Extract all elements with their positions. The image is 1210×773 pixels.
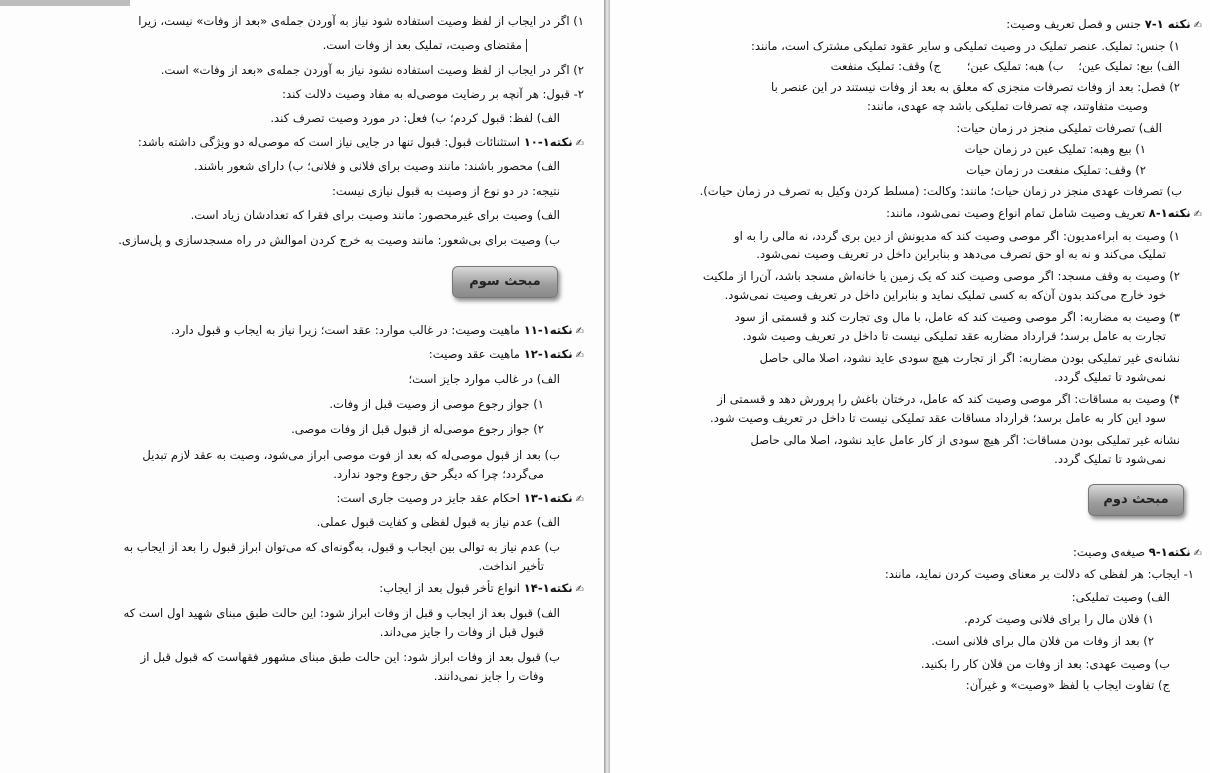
pen-icon: ✍ — [575, 326, 584, 337]
text-line: ۱) بیع وهبه: تملیک عین در زمان حیات — [964, 142, 1146, 156]
text-span: جنس و فصل تعریف وصیت: — [1006, 17, 1142, 31]
text-span: ماهیت عقد وصیت: — [428, 347, 521, 361]
text-line: ۱- ایجاب: هر لفظی که دلالت بر معنای وصیت کردن نماید، مانند: — [884, 567, 1194, 581]
text-line: قبول قبل از وفات را جایز می‌داند. — [379, 625, 544, 639]
section-banner: مبحث سوم — [452, 266, 558, 298]
text-line: ب) عدم نیاز به توالی بین ایجاب و قبول، به‌گونه‌ای که می‌توان ابراز قبول را بعد از ایجاب به — [123, 540, 560, 554]
text-line: ۲) بعد از وفات من فلان مال برای فلانی است. — [931, 634, 1154, 648]
text-line: ۱) جواز رجوع موصی از وصیت قبل از وفات. — [329, 397, 544, 411]
text-line: ب) قبول بعد از وفات ابراز شود: این حالت طبق مبنای مشهور فقهاست که قبول قبل از — [140, 650, 560, 664]
text-line: ب) بعد از قبول موصی‌له که بعد از فوت موصی ابراز می‌شود، وصیت به عقد لازم تبدیل — [142, 448, 560, 462]
text-line: ۱) جنس: تملیک. عنصر تملیک در وصیت تملیکی و سایر عقود تملیکی مشترک است، مانند: — [750, 39, 1180, 53]
text-line — [831, 58, 1180, 75]
note-label: نکته۱-۹ — [1148, 545, 1191, 559]
text-line: الف) محصور باشند: مانند وصیت برای فلانی و فلانی؛ ب) دارای شعور باشند. — [194, 159, 560, 173]
text-span: تعریف وصیت شامل تمام انواع وصیت نمی‌شود، مانند: — [886, 206, 1146, 220]
text-line: الف) وصیت تملیکی: — [1071, 590, 1170, 604]
text-line: الف) تصرفات تملیکی منجز در زمان حیات: — [956, 121, 1162, 135]
text-line: ب) وصیت برای بی‌شعور: مانند وصیت به خرج کردن اموالش در راه مسجدسازی و پل‌سازی. — [118, 233, 560, 247]
text-line: تأخیر انداخت. — [478, 559, 544, 573]
note-label: نکته۱-۱۲ — [523, 347, 573, 361]
pen-icon: ✍ — [1193, 20, 1202, 31]
text-line: تجارت به عامل برسد؛ قرارداد مضاربه عقد تملیکی نیست تا داخل در تعریف وصیت شود. — [742, 329, 1166, 343]
text-line: الف) وصیت برای غیرمحصور: مانند وصیت برای فقرا که تعدادشان زیاد است. — [190, 208, 560, 222]
text-span: انواع تأخر قبول بعد از ایجاب: — [379, 581, 521, 595]
pen-icon: ✍ — [575, 584, 584, 595]
note-label: نکته ۱-۷ — [1144, 17, 1191, 31]
text-line: ۲) وصیت به وقف مسجد: اگر موصی وصیت کند که یک زمین یا خانه‌اش مسجد باشد، آن‌را از ملکیت — [702, 269, 1180, 283]
text-line: ب) وصیت عهدی: بعد از وفات من فلان کار را بکنید. — [920, 657, 1170, 671]
section-banner: مبحث دوم — [1088, 484, 1184, 516]
page-edge-shadow — [0, 0, 130, 6]
text-line: الف) لفظ: قبول کردم؛ ب) فعل: در مورد وصیت تصرف کند. — [270, 111, 560, 125]
pen-icon: ✍ — [575, 350, 584, 361]
text-span: احکام عقد جایز در وصیت جاری است: — [336, 491, 521, 505]
text-line: ج) تفاوت ایجاب با لفظ «وصیت» و غیرآن: — [965, 678, 1170, 692]
text-line: الف) قبول بعد از ایجاب و قبل از وفات ابراز شود: این حالت طبق مبنای شهید اول است که — [123, 606, 560, 620]
text-span: ج) وقف: تملیک منفعت — [830, 59, 941, 73]
text-line: تملیک می‌کند و نه به او حق تصرف می‌دهد و بنابراین داخل در تعریف وصیت نمی‌شود. — [756, 247, 1166, 261]
note-line — [1006, 16, 1202, 34]
pen-icon: ✍ — [575, 138, 584, 149]
text-line: نتیجه: در دو نوع از وصیت به قبول نیازی نیست: — [332, 184, 560, 198]
text-line: ۱) اگر در ایجاب از لفظ وصیت استفاده شود نیاز به آوردن جمله‌ی «بعد از وفات» نیست، زیرا — [138, 14, 584, 28]
note-line — [171, 322, 584, 340]
pen-icon: ✍ — [575, 494, 584, 505]
margin-mark — [526, 39, 528, 52]
note-label: نکته۱-۱۳ — [523, 491, 573, 505]
text-line: می‌گردد؛ چرا که دیگر حق رجوع وجود ندارد. — [333, 467, 544, 481]
text-line: ۲) اگر در ایجاب از لفظ وصیت استفاده نشود نیاز به آوردن جمله‌ی «بعد از وفات» است. — [160, 63, 584, 77]
text-line: الف) عدم نیاز به قبول لفظی و کفایت قبول عملی. — [316, 515, 560, 529]
text-line: وصیت متفاوتند، چه تصرفات تملیکی باشد چه عهدی، مانند: — [866, 99, 1148, 113]
text-line: ۱) فلان مال را برای فلانی وصیت کردم. — [963, 612, 1154, 626]
text-line: ۴) وصیت به مساقات: اگر موصی وصیت کند که عامل، درختان باغش را پرورش دهد و قسمتی از — [717, 392, 1180, 406]
text-line: ب) تصرفات عهدی منجز در زمان حیات؛ مانند: وکالت: (مسلط کردن وکیل به تصرف در زمان حیات). — [699, 184, 1182, 198]
text-line: ۲) وقف: تملیک منفعت در زمان حیات — [966, 163, 1146, 177]
left-page — [0, 0, 604, 773]
text-line: ۲) جواز رجوع موصی‌له از قبول قبل از وفات موصی. — [291, 422, 544, 436]
text-line: نمی‌شود تا تملیک گردد. — [1054, 370, 1166, 384]
note-line — [379, 580, 584, 598]
text-line: نمی‌شود تا تملیک گردد. — [1054, 452, 1166, 466]
text-line: ۳) وصیت به مضاربه: اگر موصی وصیت کند که عامل، با مال وی تجارت کند و قسمتی از سود — [734, 310, 1180, 324]
text-span: صیغه‌ی وصیت: — [1072, 545, 1146, 559]
text-line: ۲) فصل: بعد از وفات تصرفات منجزی که معلق به بعد از وفات نیستند در این عنصر با — [771, 80, 1180, 94]
text-span: مقتضای وصیت، تملیک بعد از وفات است. — [322, 38, 522, 52]
note-line — [138, 134, 584, 152]
text-span: الف) بیع: تملیک عین؛ — [1078, 59, 1180, 73]
text-span: ب) هبه: تملیک عین؛ — [966, 59, 1064, 73]
text-line — [323, 37, 528, 54]
note-label: نکته۱-۱۱ — [523, 323, 573, 337]
note-line — [1073, 544, 1202, 562]
right-page — [610, 0, 1210, 773]
text-line: نشانه غیر تملیکی بودن مساقات: اگر هیچ سودی از کار عامل عاید نشود، اصلا مالی حاصل — [750, 433, 1180, 447]
text-line: نشانه‌ی غیر تملیکی بودن مضاربه: اگر از تجارت هیچ سودی عاید نشود، اصلا مالی حاصل — [759, 351, 1180, 365]
note-line — [886, 205, 1202, 223]
note-label: نکته۱-۱۴ — [523, 581, 573, 595]
pen-icon: ✍ — [1193, 209, 1202, 220]
note-label: نکته۱-۸ — [1148, 206, 1191, 220]
text-line: ۲- قبول: هر آنچه بر رضایت موصی‌له به مفاد وصیت دلالت کند: — [282, 87, 584, 101]
note-label: نکته۱-۱۰ — [523, 135, 573, 149]
text-span: استثنائات قبول: قبول تنها در جایی نیاز است که موصی‌له دو ویژگی داشته باشد: — [137, 135, 521, 149]
pen-icon: ✍ — [1193, 548, 1202, 559]
text-line: الف) در غالب موارد جایز است؛ — [408, 372, 560, 386]
text-line: ۱) وصیت به ابراءمدیون: اگر موصی وصیت کند که مدیونش از دین بری گردد، نه مالی را به او — [733, 229, 1180, 243]
note-line — [337, 490, 584, 508]
note-line — [429, 346, 584, 364]
text-line: خود خارج می‌کند بدون آن‌که به کسی تملیک نماید و بنابراین داخل در تعریف وصیت نمی‌شود. — [724, 288, 1166, 302]
text-span: ماهیت وصیت: در غالب موارد: عقد است؛ زیرا نیاز به ایجاب و قبول دارد. — [170, 323, 521, 337]
text-line: سود این کار به عامل برسد؛ قرارداد مساقات عقد تملیکی نیست تا داخل در تعریف وصیت شود. — [710, 411, 1166, 425]
text-line: وفات را جایز نمی‌دانند. — [433, 669, 544, 683]
